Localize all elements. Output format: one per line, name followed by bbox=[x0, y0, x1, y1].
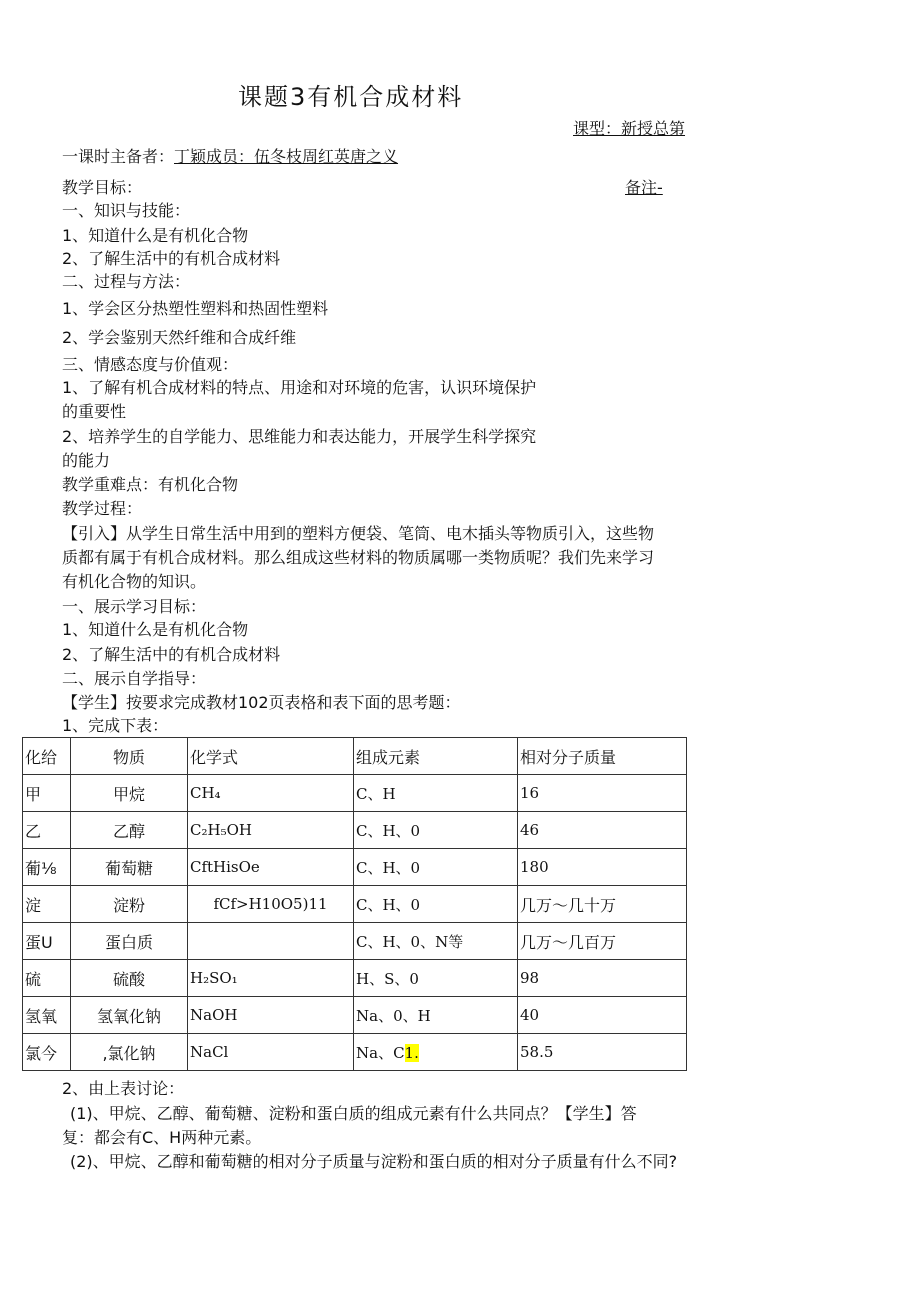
attitude-item-1b: 的重要性 bbox=[62, 402, 127, 421]
row-abbrev-cell: 甲 bbox=[23, 775, 71, 812]
mass-cell: 46 bbox=[518, 812, 687, 849]
elements-cell: C、H、0 bbox=[354, 812, 518, 849]
row-abbrev-cell: 硫 bbox=[23, 960, 71, 997]
question-1a: (1)、甲烷、乙醇、葡萄糖、淀粉和蛋白质的组成元素有什么共同点？【学生】答 bbox=[70, 1104, 637, 1123]
table-header-cell: 相对分子质量 bbox=[518, 738, 687, 775]
table-row bbox=[23, 849, 687, 886]
remark-label: 备注- bbox=[625, 178, 663, 197]
elements-cell: H、S、0 bbox=[354, 960, 518, 997]
process-item-1: 1、学会区分热塑性塑料和热固性塑料 bbox=[62, 299, 329, 318]
table-header-cell: 物质 bbox=[71, 738, 188, 775]
intro-line-3: 有机化合物的知识。 bbox=[62, 572, 207, 591]
page-title: 课题3有机合成材料 bbox=[238, 83, 464, 111]
table-header-cell: 组成元素 bbox=[354, 738, 518, 775]
process-item-2: 2、学会鉴别天然纤维和合成纤维 bbox=[62, 328, 297, 347]
table-row bbox=[23, 775, 687, 812]
formula-cell bbox=[188, 923, 354, 960]
table-row bbox=[23, 923, 687, 960]
show-goals-heading: 一、展示学习目标： bbox=[62, 597, 207, 616]
elements-cell: Na、0、H bbox=[354, 997, 518, 1034]
elements-cell: C、H、0 bbox=[354, 886, 518, 923]
attitude-item-2b: 的能力 bbox=[62, 451, 111, 470]
process-heading: 二、过程与方法： bbox=[62, 272, 191, 291]
lesson-type bbox=[573, 119, 685, 139]
attitude-item-2a: 2、培养学生的自学能力、思维能力和表达能力，开展学生科学探究 bbox=[62, 427, 537, 446]
table-header-cell: 化给 bbox=[23, 738, 71, 775]
compound-table bbox=[22, 737, 687, 1071]
student-task: 【学生】按要求完成教材102页表格和表下面的思考题： bbox=[62, 693, 461, 712]
elements-cell: C、H、0、N等 bbox=[354, 923, 518, 960]
table-row bbox=[23, 886, 687, 923]
mass-cell: 16 bbox=[518, 775, 687, 812]
elements-text: Na、C bbox=[356, 1043, 405, 1062]
substance-cell: 乙醇 bbox=[71, 812, 188, 849]
key-point: 教学重难点：有机化合物 bbox=[62, 475, 239, 494]
table-header-row bbox=[23, 738, 687, 775]
knowledge-heading: 一、知识与技能： bbox=[62, 201, 191, 220]
substance-cell: 淀粉 bbox=[71, 886, 188, 923]
table-header-cell: 化学式 bbox=[188, 738, 354, 775]
lesson-type-text: 课型：新授总第 bbox=[573, 119, 686, 138]
question-1b: 复：都会有C、H两种元素。 bbox=[62, 1128, 262, 1147]
table-row bbox=[23, 812, 687, 849]
fill-table-instruction: 1、完成下表： bbox=[62, 716, 169, 735]
guide-heading: 二、展示自学指导： bbox=[62, 669, 207, 688]
knowledge-item-2: 2、了解生活中的有机合成材料 bbox=[62, 249, 281, 268]
table-row bbox=[23, 1034, 687, 1071]
preparers-names: 丁颖成员：伍冬枝周红英唐之义 bbox=[174, 147, 399, 166]
formula-cell: NaCl bbox=[188, 1034, 354, 1071]
substance-cell: 蛋白质 bbox=[71, 923, 188, 960]
formula-cell: H₂SO₁ bbox=[188, 960, 354, 997]
preparers-line bbox=[62, 147, 398, 167]
preparers-prefix: 一课时主备者： bbox=[62, 147, 175, 166]
row-abbrev-cell: 淀 bbox=[23, 886, 71, 923]
row-abbrev-cell: 乙 bbox=[23, 812, 71, 849]
question-2: (2)、甲烷、乙醇和葡萄糖的相对分子质量与淀粉和蛋白质的相对分子质量有什么不同? bbox=[70, 1152, 678, 1171]
substance-cell: 硫酸 bbox=[71, 960, 188, 997]
elements-cell bbox=[354, 1034, 518, 1071]
formula-cell: C₂H₅OH bbox=[188, 812, 354, 849]
elements-cell: C、H bbox=[354, 775, 518, 812]
formula-cell: NaOH bbox=[188, 997, 354, 1034]
intro-line-1: 【引入】从学生日常生活中用到的塑料方便袋、笔筒、电木插头等物质引入，这些物 bbox=[62, 524, 655, 543]
row-abbrev-cell: 葡⅛ bbox=[23, 849, 71, 886]
row-abbrev-cell: 氢氧 bbox=[23, 997, 71, 1034]
mass-cell: 几万〜几十万 bbox=[518, 886, 687, 923]
mass-cell: 58.5 bbox=[518, 1034, 687, 1071]
formula-cell: fCf>H10O5)11 bbox=[188, 886, 354, 923]
intro-line-2: 质都有属于有机合成材料。那么组成这些材料的物质属哪一类物质呢？我们先来学习 bbox=[62, 548, 655, 567]
mass-cell: 98 bbox=[518, 960, 687, 997]
substance-cell: 氢氧化钠 bbox=[71, 997, 188, 1034]
mass-cell: 40 bbox=[518, 997, 687, 1034]
goals-heading: 教学目标： bbox=[62, 178, 143, 197]
row-abbrev-cell: 蛋U bbox=[23, 923, 71, 960]
row-abbrev-cell: 氯今 bbox=[23, 1034, 71, 1071]
elements-cell: C、H、0 bbox=[354, 849, 518, 886]
formula-cell: CH₄ bbox=[188, 775, 354, 812]
formula-cell: CftHisOe bbox=[188, 849, 354, 886]
substance-cell: 甲烷 bbox=[71, 775, 188, 812]
attitude-heading: 三、情感态度与价值观： bbox=[62, 355, 239, 374]
table-row bbox=[23, 997, 687, 1034]
discussion-heading: 2、由上表讨论： bbox=[62, 1079, 185, 1098]
substance-cell: 葡萄糖 bbox=[71, 849, 188, 886]
teaching-process: 教学过程： bbox=[62, 499, 143, 518]
attitude-item-1a: 1、了解有机合成材料的特点、用途和对环境的危害，认识环境保护 bbox=[62, 378, 537, 397]
table-row bbox=[23, 960, 687, 997]
show-goal-1: 1、知道什么是有机化合物 bbox=[62, 620, 249, 639]
highlighted-text: 1. bbox=[404, 1043, 419, 1062]
mass-cell: 几万〜几百万 bbox=[518, 923, 687, 960]
show-goal-2: 2、了解生活中的有机合成材料 bbox=[62, 645, 281, 664]
substance-cell: ,氯化钠 bbox=[71, 1034, 188, 1071]
knowledge-item-1: 1、知道什么是有机化合物 bbox=[62, 226, 249, 245]
mass-cell: 180 bbox=[518, 849, 687, 886]
